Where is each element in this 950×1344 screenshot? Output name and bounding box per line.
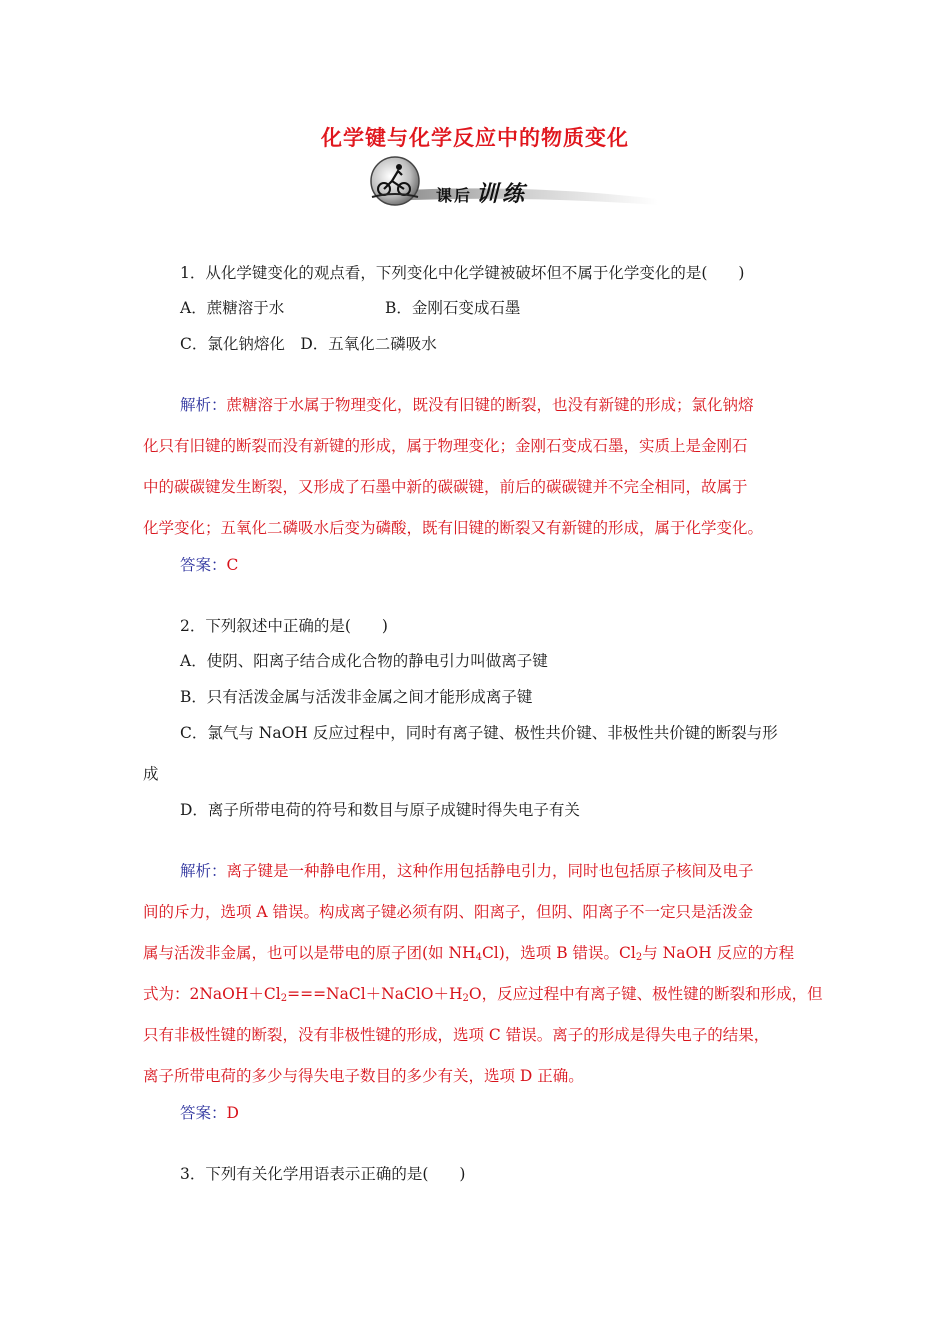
- q1-analysis-line-3: 中的碳碳键发生断裂，又形成了石墨中新的碳碳键，前后的碳碳键并不完全相同，故属于: [143, 478, 748, 496]
- q2-analysis-text-1: 离子键是一种静电作用，这种作用包括静电引力，同时也包括原子核间及电子: [226, 862, 754, 880]
- banner-label-small: 课后: [436, 186, 473, 205]
- q1-analysis-line-4: 化学变化；五氧化二磷吸水后变为磷酸，既有旧键的断裂又有新键的形成，属于化学变化。: [143, 519, 764, 537]
- q2-l3-text-b: Cl)，选项 B 错误。Cl: [481, 944, 636, 962]
- q1-answer-label: 答案：: [180, 556, 227, 574]
- q2-analysis-line-3: [143, 943, 794, 963]
- q2-answer: [180, 1103, 239, 1123]
- q2-analysis-label: 解析：: [180, 862, 227, 880]
- q2-l4-subscript-2: 2: [462, 993, 469, 1004]
- banner-label: [436, 177, 528, 208]
- q2-stem: 2．下列叙述中正确的是( ): [180, 617, 388, 635]
- q1-answer-value: C: [226, 556, 239, 574]
- q2-l3-text-c: 与 NaOH 反应的方程: [642, 944, 795, 962]
- q2-option-c-line-1: C．氯气与 NaOH 反应过程中，同时有离子键、极性共价键、非极性共价键的断裂与形: [180, 724, 778, 742]
- page-title: 化学键与化学反应中的物质变化: [321, 125, 629, 150]
- q2-l3-subscript-1: 4: [475, 952, 482, 963]
- q1-analysis-line-1: [180, 395, 754, 415]
- q1-option-a: A．蔗糖溶于水: [180, 299, 285, 317]
- q2-l3-subscript-2: 2: [635, 952, 643, 963]
- q2-analysis-line-4: [143, 984, 823, 1004]
- q2-option-a: A．使阴、阳离子结合成化合物的静电引力叫做离子键: [180, 652, 548, 670]
- q2-option-b: B．只有活泼金属与活泼非金属之间才能形成离子键: [180, 688, 533, 706]
- q2-l4-text-a: 式为：2NaOH＋Cl: [143, 985, 281, 1003]
- q1-options-ab: [180, 298, 880, 318]
- q2-analysis-line-2: 间的斥力，选项 A 错误。构成离子键必须有阴、阳离子，但阴、阳离子不一定只是活泼金: [143, 903, 754, 921]
- banner-label-big: 训练: [476, 181, 529, 207]
- q2-answer-label: 答案：: [180, 1104, 227, 1122]
- q1-analysis-label: 解析：: [180, 396, 227, 414]
- q2-l4-text-b: ===NaCl＋NaClO＋H: [287, 985, 463, 1003]
- q2-option-d: D．离子所带电荷的符号和数目与原子成键时得失电子有关: [180, 801, 580, 819]
- q2-analysis-line-6: 离子所带电荷的多少与得失电子数目的多少有关，选项 D 正确。: [143, 1067, 584, 1085]
- q1-analysis-text-1: 蔗糖溶于水属于物理变化，既没有旧键的断裂，也没有新键的形成；氯化钠熔: [226, 396, 754, 414]
- q2-l4-subscript-1: 2: [280, 993, 288, 1004]
- q1-answer: [180, 555, 238, 575]
- q2-analysis-line-1: [180, 861, 754, 881]
- q2-analysis-line-5: 只有非极性键的断裂，没有非极性键的形成，选项 C 错误。离子的形成是得失电子的结果，: [143, 1026, 770, 1044]
- q2-l3-text-a: 属与活泼非金属，也可以是带电的原子团(如 NH: [143, 944, 476, 962]
- q1-options-cd: C．氯化钠熔化 D．五氧化二磷吸水: [180, 335, 437, 353]
- q3-stem: 3．下列有关化学用语表示正确的是( ): [180, 1165, 466, 1183]
- q1-analysis-line-2: 化只有旧键的断裂而没有新键的形成，属于物理变化；金刚石变成石墨，实质上是金刚石: [143, 437, 748, 455]
- q2-answer-value: D: [226, 1104, 239, 1122]
- q1-option-b: B．金刚石变成石墨: [385, 299, 521, 317]
- q2-l4-text-c: O，反应过程中有离子键、极性键的断裂和形成，但: [468, 985, 823, 1003]
- q1-stem: 1．从化学键变化的观点看，下列变化中化学键被破坏但不属于化学变化的是( ): [180, 264, 745, 282]
- q2-option-c-line-2: 成: [143, 765, 159, 783]
